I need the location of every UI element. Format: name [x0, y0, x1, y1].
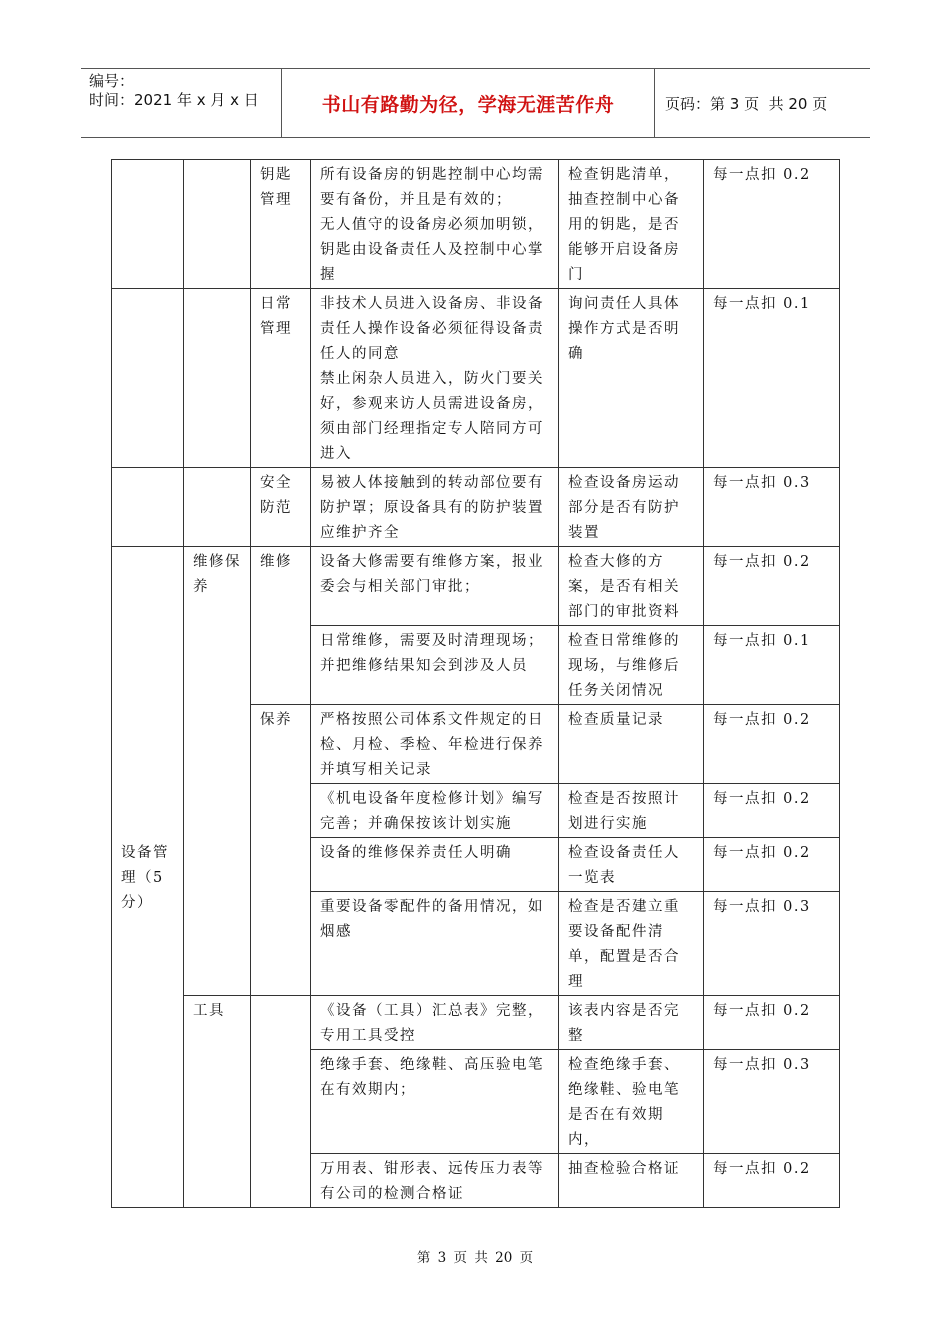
subcategory-tools: 工具: [184, 996, 251, 1208]
score-cell: 每一点扣 0.2: [704, 838, 840, 892]
footer-page-number: 第 3 页 共 20 页: [416, 1250, 534, 1266]
method-cell: 检查质量记录: [559, 705, 704, 784]
content-cell: 设备大修需要有维修方案，报业委会与相关部门审批；: [311, 547, 559, 626]
score-cell: 每一点扣 0.2: [704, 160, 840, 289]
item-cell: 安全防范: [251, 468, 311, 547]
score-cell: 每一点扣 0.1: [704, 289, 840, 468]
category-cell: 设备管理（5分）: [112, 547, 184, 1208]
method-cell: 检查是否建立重要设备配件清单，配置是否合理: [559, 892, 704, 996]
subcategory-maintenance: 维修保养: [184, 547, 251, 996]
content-cell: 重要设备零配件的备用情况，如烟感: [311, 892, 559, 996]
code-label: 编号：: [89, 72, 135, 90]
category-cell-empty: [112, 289, 184, 468]
page-label: 页码：第 3 页 共 20 页: [665, 94, 828, 113]
method-cell: 检查钥匙清单，抽查控制中心备用的钥匙，是否能够开启设备房门: [559, 160, 704, 289]
content-cell: 绝缘手套、绝缘鞋、高压验电笔在有效期内；: [311, 1050, 559, 1154]
subcategory-cell-empty: [184, 160, 251, 289]
table-row: [112, 468, 840, 547]
header-page-number: [655, 69, 870, 137]
method-cell: 检查日常维修的现场，与维修后任务关闭情况: [559, 626, 704, 705]
table-row: [112, 996, 840, 1050]
item-cell: 钥匙管理: [251, 160, 311, 289]
page-footer: [0, 1246, 950, 1266]
subcategory-cell-empty: [184, 289, 251, 468]
item-cell: 保养: [251, 705, 311, 996]
method-cell: 询问责任人具体操作方式是否明确: [559, 289, 704, 468]
inspection-table: [111, 159, 840, 1208]
score-cell: 每一点扣 0.3: [704, 1050, 840, 1154]
score-cell: 每一点扣 0.2: [704, 784, 840, 838]
subcategory-cell-empty: [184, 468, 251, 547]
content-cell: 《设备（工具）汇总表》完整，专用工具受控: [311, 996, 559, 1050]
time-label: 时间：2021 年 x 月 x 日: [89, 91, 259, 109]
header-meta: [81, 69, 282, 137]
score-cell: 每一点扣 0.2: [704, 1154, 840, 1208]
page-header: [81, 68, 870, 138]
method-cell: 检查设备房运动部分是否有防护装置: [559, 468, 704, 547]
content-cell: 《机电设备年度检修计划》编写完善；并确保按该计划实施: [311, 784, 559, 838]
score-cell: 每一点扣 0.3: [704, 468, 840, 547]
method-cell: 检查大修的方案，是否有相关部门的审批资料: [559, 547, 704, 626]
method-cell: 该表内容是否完整: [559, 996, 704, 1050]
content-cell: 易被人体接触到的转动部位要有防护罩；原设备具有的防护装置应维护齐全: [311, 468, 559, 547]
table-row: [112, 160, 840, 289]
category-cell-empty: [112, 468, 184, 547]
method-cell: 检查绝缘手套、绝缘鞋、验电笔是否在有效期内，: [559, 1050, 704, 1154]
item-cell-empty: [251, 996, 311, 1208]
score-cell: 每一点扣 0.2: [704, 547, 840, 626]
table-row: [112, 547, 840, 626]
category-cell-empty: [112, 160, 184, 289]
score-cell: 每一点扣 0.2: [704, 705, 840, 784]
header-motto: [282, 69, 655, 137]
content-cell: 所有设备房的钥匙控制中心均需要有备份，并且是有效的； 无人值守的设备房必须加明锁，钥匙由设备责任人及控制中心掌握: [311, 160, 559, 289]
content-cell: 日常维修，需要及时清理现场；并把维修结果知会到涉及人员: [311, 626, 559, 705]
content-cell: 万用表、钳形表、远传压力表等有公司的检测合格证: [311, 1154, 559, 1208]
score-cell: 每一点扣 0.1: [704, 626, 840, 705]
content-cell: 非技术人员进入设备房、非设备责任人操作设备必须征得设备责任人的同意 禁止闲杂人员进入，防火门要关好，参观来访人员需进设备房，须由部门经理指定专人陪同方可进入: [311, 289, 559, 468]
score-cell: 每一点扣 0.3: [704, 892, 840, 996]
content-cell: 设备的维修保养责任人明确: [311, 838, 559, 892]
method-cell: 检查设备责任人一览表: [559, 838, 704, 892]
item-cell: 维修: [251, 547, 311, 705]
method-cell: 检查是否按照计划进行实施: [559, 784, 704, 838]
table-row: [112, 289, 840, 468]
score-cell: 每一点扣 0.2: [704, 996, 840, 1050]
method-cell: 抽查检验合格证: [559, 1154, 704, 1208]
content-cell: 严格按照公司体系文件规定的日检、月检、季检、年检进行保养并填写相关记录: [311, 705, 559, 784]
item-cell: 日常管理: [251, 289, 311, 468]
motto-text: 书山有路勤为径，学海无涯苦作舟: [321, 93, 615, 116]
